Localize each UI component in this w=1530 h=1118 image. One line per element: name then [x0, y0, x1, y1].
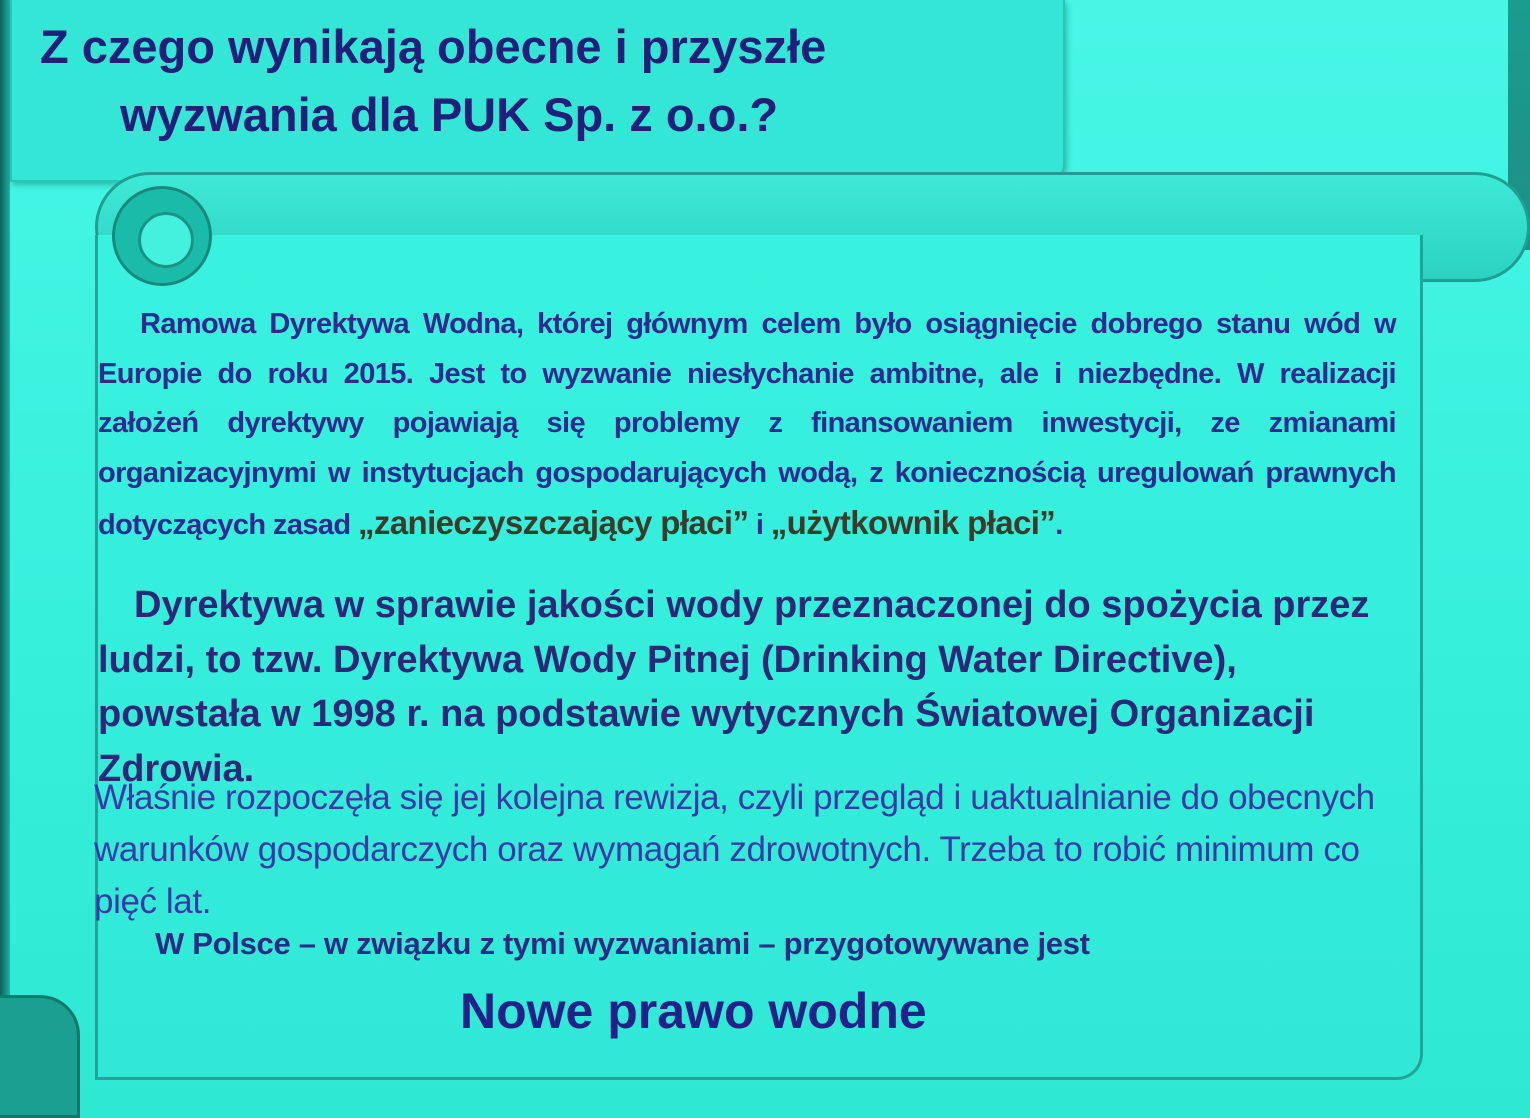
slide-left-edge [0, 0, 10, 1118]
new-water-law-heading: Nowe prawo wodne [460, 983, 927, 1039]
paragraph-1-text: Ramowa Dyrektywa Wodna, której głównym celem było osiągnięcie dobrego stanu wód w Europie do roku 2015. Jest to wyzwanie niesłychanie ambitne, ale i niezbędne. W realizacji założeń dyrektywy pojawiają się problemy z finansowaniem inwestycji, ze zmianami organizacyjnymi w instytucjach gospodarujących wodą, z koniecznością uregulowań prawnych dotyczących zasad [98, 308, 1396, 541]
quote-user-pays: „użytkownik płaci” [770, 504, 1056, 541]
slide-title-line-2: wyzwania dla PUK Sp. z o.o.? [120, 88, 779, 141]
paragraph-revision: Właśnie rozpoczęła się jej kolejna rewizja, czyli przegląd i uaktualnianie do obecnych warunków gospodarczych oraz wymagań zdrowotnych. Trzeba to robić minimum co pięć lat. [94, 778, 1375, 921]
paragraph-drinking-water-directive: Dyrektywa w sprawie jakości wody przeznaczonej do spożycia przez ludzi, to tzw. Dyrektywa Wody Pitnej (Drinking Water Directive), powstała w 1998 r. na podstawie wytycznych Światowej Organizacji Zdrowia. [98, 584, 1370, 790]
quote-polluter-pays: „zanieczyszczający płaci” [358, 504, 749, 541]
title-box [10, 0, 1065, 182]
paragraph-1-end: . [1055, 509, 1063, 541]
scroll-bottom-curl-icon [0, 995, 80, 1118]
conjunction: i [748, 509, 771, 541]
slide-title-line-1: Z czego wynikają obecne i przyszłe [40, 20, 827, 73]
paragraph-water-framework-directive [98, 300, 1396, 551]
paragraph-poland: W Polsce – w związku z tymi wyzwaniami – przygotowywane jest [155, 926, 1090, 961]
scroll-curl-inner-icon [138, 212, 194, 268]
